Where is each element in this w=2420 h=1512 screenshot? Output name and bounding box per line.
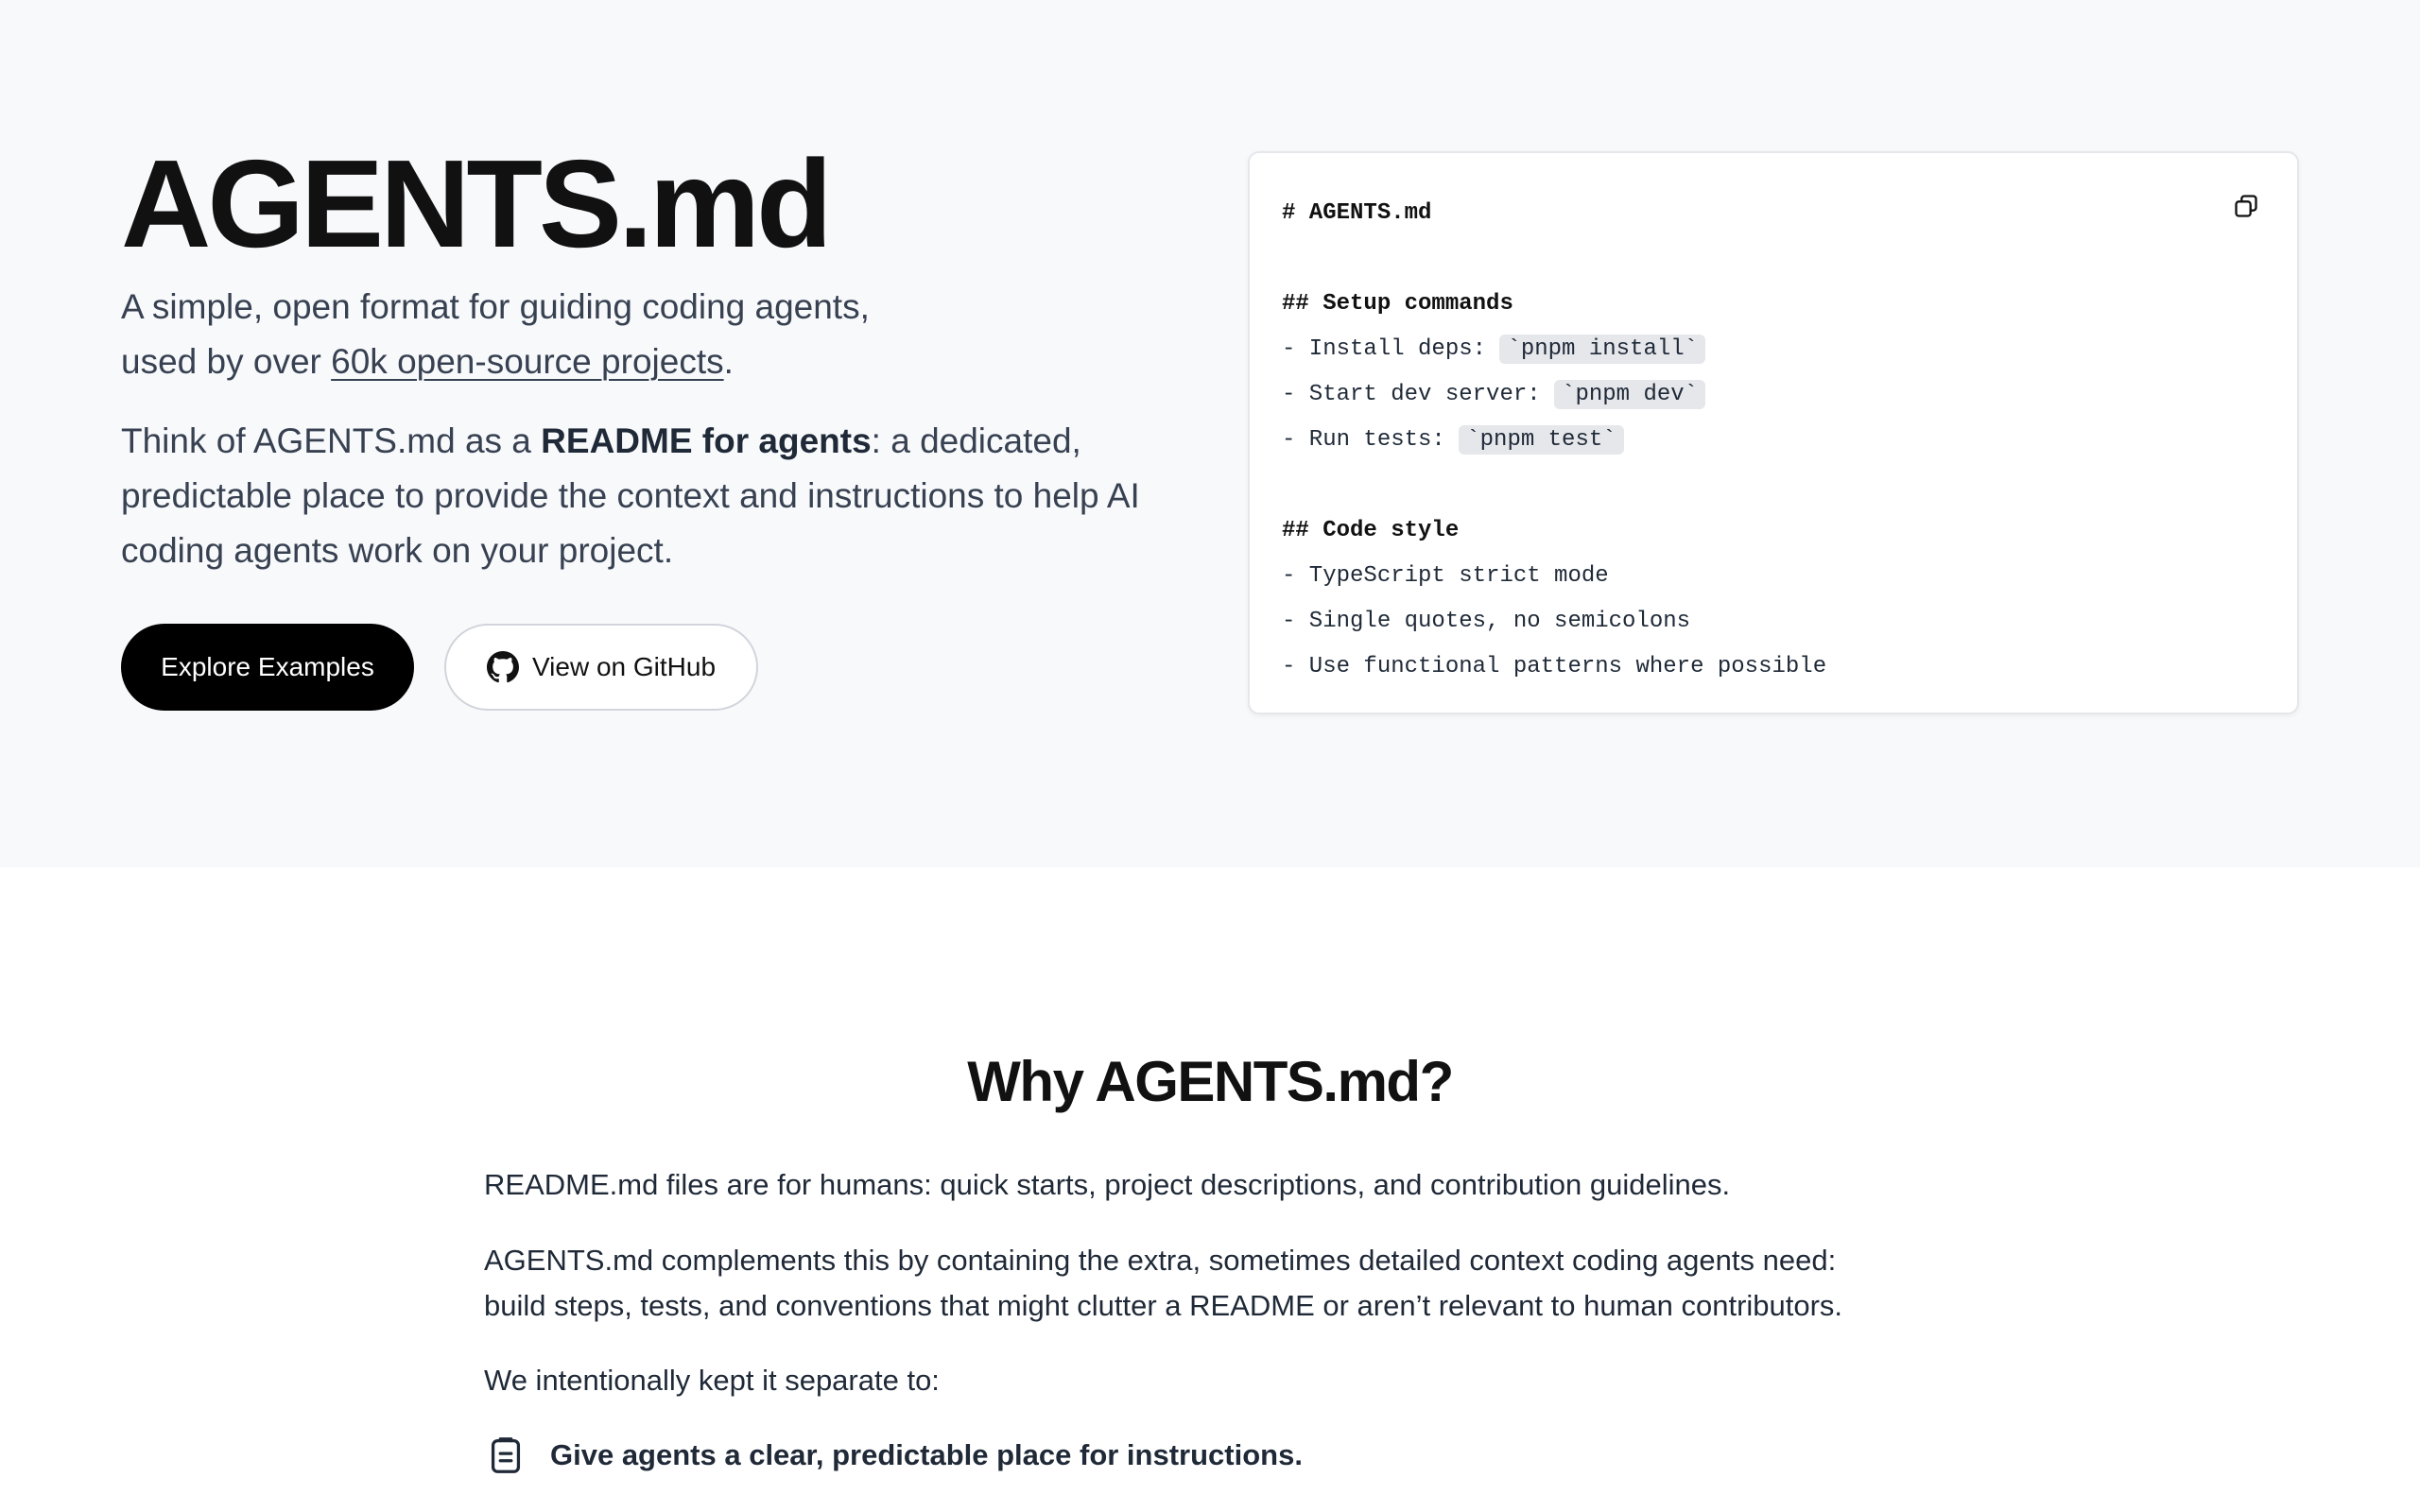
code-line: ## Code style	[1282, 518, 1460, 543]
why-paragraph-separate: We intentionally kept it separate to:	[484, 1364, 940, 1397]
view-on-github-label: View on GitHub	[531, 652, 717, 681]
hero-subtitle-suffix: .	[723, 342, 734, 381]
code-line-blank	[1282, 463, 1826, 508]
agents-md-code-card	[1248, 151, 2299, 714]
code-block	[1282, 191, 1826, 690]
code-line: - TypeScript strict mode	[1282, 563, 1609, 589]
code-line-text: - Install deps:	[1282, 336, 1500, 362]
code-line-text: - Run tests:	[1282, 427, 1460, 453]
explore-examples-button[interactable]	[121, 624, 414, 711]
code-line: - Single quotes, no semicolons	[1282, 609, 1691, 634]
feature-item	[484, 1433, 1303, 1478]
code-line: - Use functional patterns where possible	[1282, 654, 1827, 679]
hero-subtitle-prefix: used by over	[121, 342, 332, 381]
hero-description-suffix: : a dedicated, predictable place to provide the context and instructions to help AI coding agents work on your project.	[121, 421, 1140, 570]
code-line-blank	[1282, 236, 1826, 282]
explore-examples-label: Explore Examples	[161, 652, 374, 681]
view-on-github-button[interactable]	[444, 624, 758, 711]
hero-description	[121, 414, 1142, 578]
code-line-text: - Start dev server:	[1282, 382, 1555, 407]
inline-code: `pnpm test`	[1459, 425, 1623, 455]
why-heading: Why AGENTS.md?	[967, 1050, 1453, 1113]
code-line	[1282, 327, 1826, 372]
copy-button[interactable]	[2227, 187, 2265, 225]
hero-description-bold: README for agents	[541, 421, 872, 460]
why-paragraph-line: build steps, tests, and conventions that might clutter a README or aren’t relevant to human contributors.	[484, 1289, 1843, 1322]
hero-description-prefix: Think of AGENTS.md as a	[121, 421, 542, 460]
hero-subtitle-line1: A simple, open format for guiding coding agents,	[121, 287, 870, 326]
inline-code: `pnpm install`	[1499, 335, 1705, 364]
code-line	[1282, 418, 1826, 463]
why-paragraph-readme: README.md files are for humans: quick starts, project descriptions, and contribution guidelines.	[484, 1168, 1731, 1201]
feature-text: Give agents a clear, predictable place for instructions.	[550, 1438, 1303, 1471]
copy-icon	[2233, 193, 2259, 219]
inline-code: `pnpm dev`	[1554, 380, 1705, 409]
why-paragraph-complements	[484, 1238, 1959, 1329]
hero-subtitle	[121, 280, 1114, 389]
why-paragraph-line: AGENTS.md complements this by containing the extra, sometimes detailed context coding agents need:	[484, 1244, 1837, 1277]
code-line: ## Setup commands	[1282, 291, 1513, 317]
github-icon	[487, 651, 519, 683]
page-title: AGENTS.md	[121, 134, 829, 273]
open-source-projects-link[interactable]: 60k open-source projects	[331, 342, 724, 381]
code-line: # AGENTS.md	[1282, 200, 1432, 226]
code-line	[1282, 372, 1826, 418]
clipboard-icon	[484, 1434, 527, 1477]
